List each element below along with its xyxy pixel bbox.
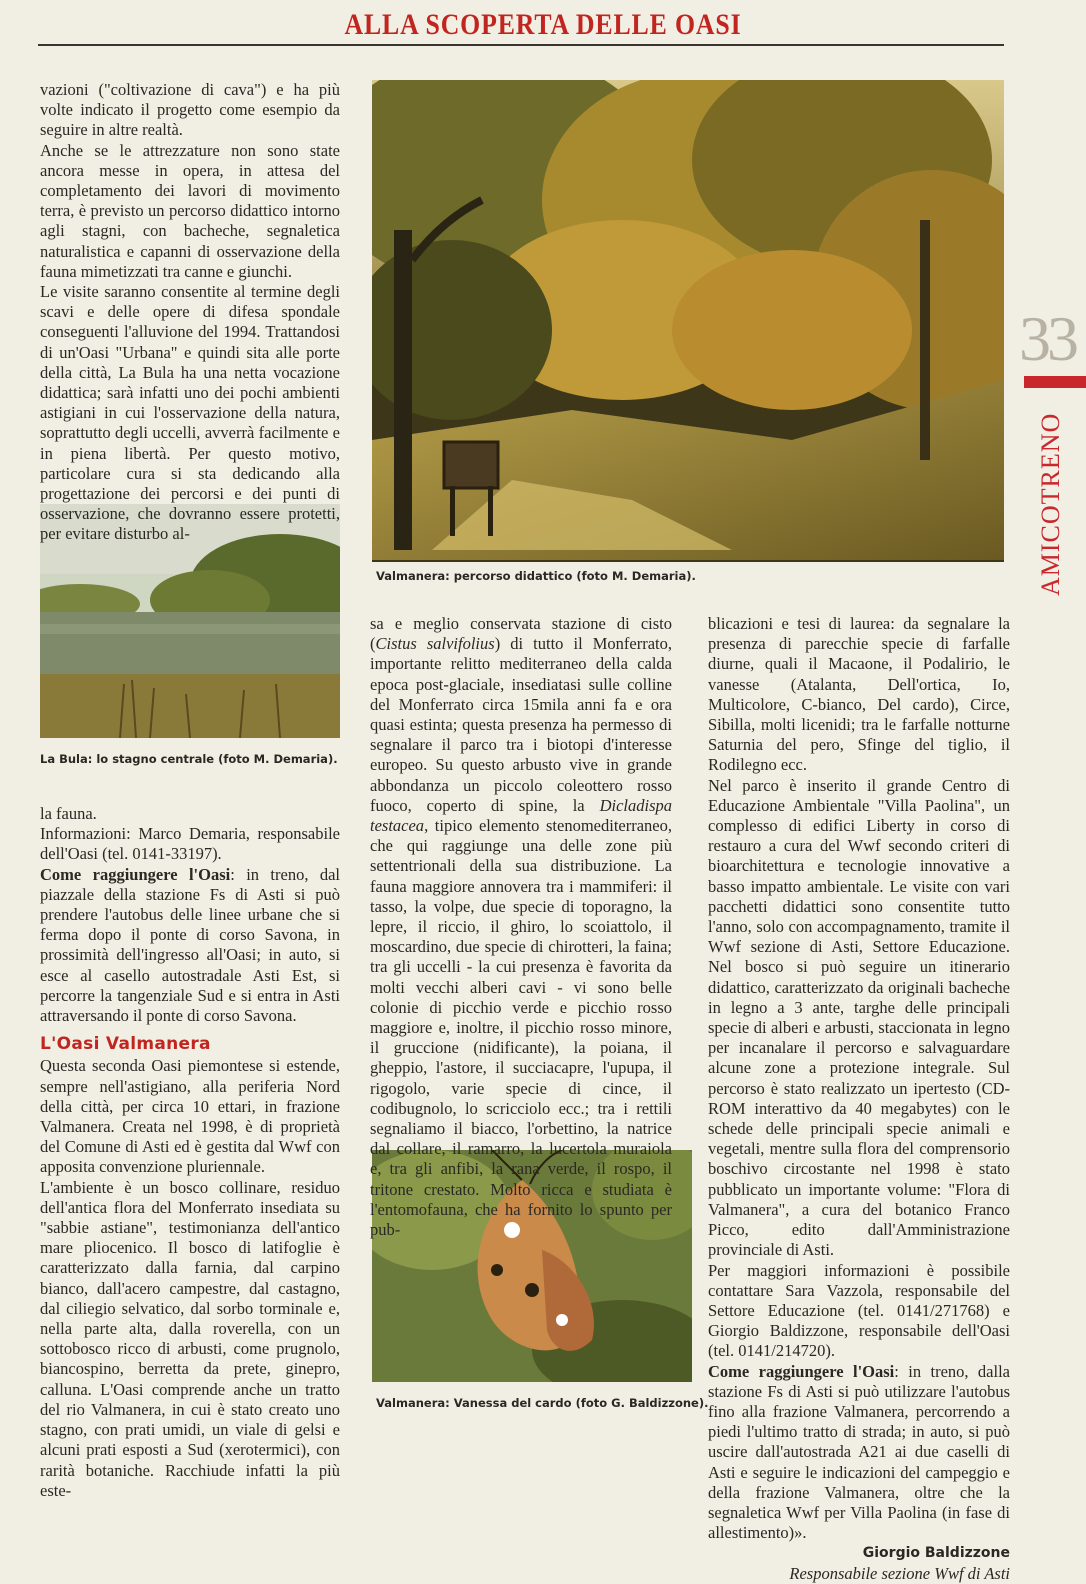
paragraph bbox=[370, 614, 672, 1240]
text-run: sa e meglio conservata stazione di cisto ( bbox=[370, 614, 672, 654]
paragraph: blicazioni e tesi di laurea: da segnalare la presenza di parecchie specie di farfalle diurne, quali il Macaone, il Podalirio, le vanesse (Atalanta, Dell'ortica, Io, Multicolore, C-bianco, Del cardo), Circe, Sibilla, molti licenidi; tra le farfalle notturne Saturnia del pero, Sfinge del tiglio, il Rodilegno ecc. bbox=[708, 614, 1010, 775]
column-b bbox=[40, 804, 340, 1501]
paragraph: L'ambiente è un bosco collinare, residuo dell'antica flora del Monferrato insediata su "sabbie astiane", testimonianza dell'antico mare pliocenico. Il bosco di latifoglie è caratterizzato dalla farnia, dal carpino bianco, dall'acero campestre, dal castagno, dal ciliegio selvatico, dal sorbo torminale e, nella parte alta, dalla roverella, con un sottobosco ricco di arbusti, come prugnolo, biancospino, berretta da prete, ginepro, calluna. L'Oasi comprende anche un tratto del rio Valmanera, in cui è stato creato uno stagno, con prati umidi, un viale di gelsi e alcuni prati esposti a Sud (xerotermici), con rarità botaniche. Racchiude infatti la più este- bbox=[40, 1177, 340, 1500]
butterfly-photo-caption: Valmanera: Vanessa del cardo (foto G. Baldizzone). bbox=[376, 1396, 709, 1410]
forest-photo bbox=[372, 80, 1004, 562]
accent-bar bbox=[1024, 376, 1086, 388]
running-header-title: ALLA SCOPERTA DELLE OASI bbox=[344, 8, 742, 41]
forest-illustration bbox=[372, 80, 1004, 562]
species-name: Cistus salvifolius bbox=[375, 634, 495, 654]
pond-photo-caption: La Bula: lo stagno centrale (foto M. Demaria). bbox=[40, 752, 338, 766]
paragraph: Questa seconda Oasi piemontese si estende, sempre nell'astigiano, alla periferia Nord della città, per circa 10 ettari, in frazione Valmanera. Creata nel 1998, è di proprietà del Comune di Asti ed è gestita dal Wwf con apposita convenzione pluriennale. bbox=[40, 1056, 340, 1177]
column-d bbox=[708, 614, 1010, 1584]
paragraph: Nel parco è inserito il grande Centro di Educazione Ambientale "Villa Paolina", un complesso di edifici Liberty in corso di restauro a cura del Wwf secondo criteri di bioarchitettura e tecnologie innovative a basso impatto ambientale. Le visite con vari pacchetti didattici sono consentite tutto l'anno, solo con accompagnamento, tramite il Wwf sezione di Asti, Settore Educazione. Nel bosco si può seguire un itinerario didattico, caratterizzato da originali bacheche in legno a 3 ante, targhe delle principali specie di alberi e arbusti, staccionata in legno per incanalare il percorso e salvaguardare alcune zone a protezione integrale. Sul percorso è stato realizzato un ipertesto (CD-ROM interattivo da 40 megabytes) con le schede delle principali specie animali e vegetali, mentre sulla flora del comprensorio boschivo circostante nel 1998 è stato pubblicato un importante volume: "Flora di Valmanera", a cura del botanico Franco Picco, edito dall'Amministrazione provinciale di Asti. bbox=[708, 775, 1010, 1260]
directions-paragraph bbox=[40, 865, 340, 1027]
species-name: Dicladispa testacea bbox=[370, 795, 672, 836]
author-name: Giorgio Baldizzone bbox=[862, 1545, 1010, 1562]
paragraph: Le visite saranno consentite al termine degli scavi e delle opere di difesa spondale conseguenti l'alluvione del 1994. Trattandosi di un'Oasi "Urbana" e quindi sita alle porte della città, La Bula ha una netta vocazione didattica; sarà infatti uno dei pochi ambienti astigiani in cui l'osservazione della natura, soprattutto degli uccelli, avverrà facilmente e in piena libertà. Per questo motivo, particolare cura si sta dedicando alla progettazione dei percorsi e dei punti di osservazione, che dovranno essere protetti, per evitare disturbo al- bbox=[40, 282, 340, 544]
forest-photo-caption: Valmanera: percorso didattico (foto M. Demaria). bbox=[376, 569, 696, 583]
magazine-side-label: AMICOTRENO bbox=[1036, 412, 1065, 596]
directions-label: Come raggiungere l'Oasi bbox=[708, 1361, 895, 1381]
paragraph: Per maggiori informazioni è possibile contattare Sara Vazzola, responsabile del Settore Educazione (tel. 0141/271768) e Giorgio Baldizzone, responsabile dell'Oasi (tel. 0141/214720). bbox=[708, 1260, 1010, 1361]
paragraph: la fauna. bbox=[40, 804, 97, 823]
text-run: ) di tutto il Monferrato, importante relitto mediterraneo della calda epoca post-glaciale, insediatasi sulle colline del Monferrato circa 15mila anni fa e ora quasi estinta; questa presenza ha permesso di segnalare il parco tra i biotopi d'interesse europeo. Su questo arbusto vive in grande abbondanza un piccolo coleottero rosso fuoco, coperto di spine, la bbox=[370, 634, 672, 815]
column-a bbox=[40, 80, 340, 545]
author-role: Responsabile sezione Wwf di Asti bbox=[789, 1563, 1010, 1583]
directions-text: : in treno, dal piazzale della stazione Fs di Asti si può prendere l'autobus delle linee urbane che si ferma dopo il ponte di corso Savona, in prossimità dell'ingresso all'Oasi; in auto, si esce al casello autostradale Asti Est, si percorre la tangenziale Sud e si entra in Asti attraversando il ponte di corso Savona. bbox=[40, 864, 340, 1026]
paragraph: Informazioni: Marco Demaria, responsabile dell'Oasi (tel. 0141-33197). bbox=[40, 824, 340, 864]
page-number: 33 bbox=[1019, 303, 1075, 374]
paragraph: vazioni ("coltivazione di cava") e ha più volte indicato il progetto come esempio da seguire in altre realtà. bbox=[40, 80, 340, 140]
paragraph: Anche se le attrezzature non sono state ancora messe in opera, in attesa del completamento dei lavori di movimento terra, è previsto un percorso didattico intorno agli stagni, con bacheche, segnaletica naturalistica e capanni di osservazione della fauna mimetizzati tra canne e giunchi. bbox=[40, 140, 340, 281]
column-c bbox=[370, 614, 672, 1240]
header-rule bbox=[38, 44, 1004, 46]
text-run: , tipico elemento stenomediterraneo, che qui raggiunge una delle zone più settentrionali della sua distribuzione. La fauna maggiore annovera tra i mammiferi: il tasso, la volpe, due specie di toporagno, la lepre, il riccio, il ghiro, lo scoiattolo, il moscardino, due specie di chirotteri, la faina; tra gli uccelli - la cui presenza è favorita da molti vecchi alberi cavi - vi sono belle colonie di picchio verde e picchio rosso maggiore e, inoltre, il picchio rosso minore, il gruccione (nidificante), la poiana, il gheppio, l'astore, il succiacapre, l'upupa, il rigogolo, varie specie di cince, il codibugnolo, lo scricciolo ecc.; tra i rettili segnaliamo il biacco, l'orbettino, la natrice dal collare, il ramarro, la lucertola muraiola e, tra gli anfibi, la rana verde, il rospo, il tritone crestato. Molto ricca e studiata è l'entomofauna, che ha fornito lo spunto per pub- bbox=[370, 816, 672, 1240]
directions-paragraph bbox=[708, 1362, 1010, 1544]
directions-text: : in treno, dalla stazione Fs di Asti si può utilizzare l'autobus fino alla frazione Valmanera, percorrendo a piedi l'ultimo tratto di strada; in auto, si può uscire dall'autostrada A21 ai due caselli di Asti e seguire le indicazioni del campeggio e della frazione Valmanera, oltre che la segnaletica Wwf per Villa Paolina (in fase di allestimento)». bbox=[708, 1361, 1010, 1543]
directions-label: Come raggiungere l'Oasi bbox=[40, 864, 231, 884]
section-heading: L'Oasi Valmanera bbox=[40, 1034, 211, 1055]
